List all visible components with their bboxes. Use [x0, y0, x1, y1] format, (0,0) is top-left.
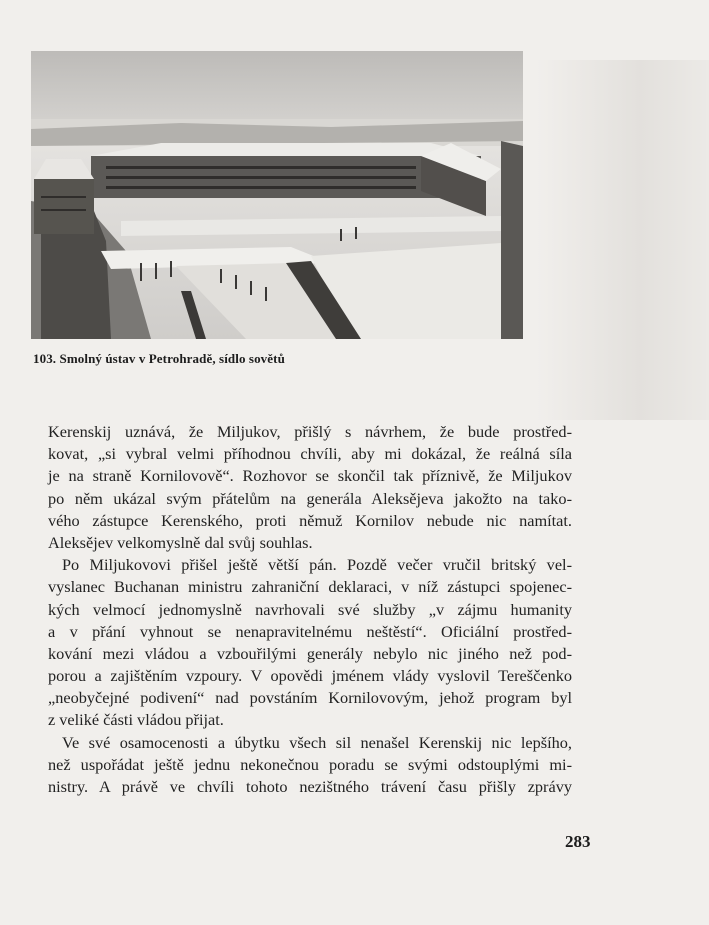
- body-line: z veliké části vládou přijat.: [48, 710, 224, 730]
- body-line: kování mezi vládou a vzbouřilými generály nebylo nic jiného než pod-: [48, 643, 572, 663]
- body-line: je na straně Kornilovově“. Rozhovor se skončil tak příznivě, že Miljukov: [48, 466, 572, 486]
- body-line: než uspořádat ještě jednu nekonečnou poradu se svými odstouplými mi-: [48, 754, 572, 774]
- body-line: Ve své osamocenosti a úbytku všech sil nenašel Kerenskij nic lepšího,: [62, 732, 572, 752]
- body-line: kých velmocí jednomyslně navrhovali své služby „v zájmu humanity: [48, 599, 572, 619]
- bleed-through-shadow: [536, 60, 709, 420]
- body-line: vého zástupce Kerenského, proti němuž Kornilov nebude nic namítat.: [48, 510, 572, 530]
- figure-photo: [31, 51, 523, 339]
- figure-caption: 103. Smolný ústav v Petrohradě, sídlo sovětů: [33, 351, 285, 366]
- body-line: Aleksějev velkomyslně dal svůj souhlas.: [48, 532, 313, 552]
- body-line: porou a zajištěním vzpoury. V opovědi jménem vlády vyslovil Tereščenko: [48, 666, 572, 686]
- body-line: a v přání vyhnout se nenapravitelnému neštěstí“. Oficiální prostřed-: [48, 621, 572, 641]
- page-number: 283: [565, 832, 591, 851]
- body-line: „neobyčejné podivení“ nad povstáním Kornilovovým, jehož program byl: [48, 688, 572, 708]
- body-line: vyslanec Buchanan ministru zahraniční deklaraci, v níž zástupci spojenec-: [48, 577, 572, 597]
- body-line: Po Miljukovovi přišel ještě větší pán. Pozdě večer vručil britský vel-: [62, 555, 572, 575]
- body-line: Kerenskij uznává, že Miljukov, přišlý s návrhem, že bude prostřed-: [48, 422, 572, 441]
- body-line: po něm ukázal svým přátelům na generála Aleksějeva jakožto na tako-: [48, 488, 572, 508]
- body-line: kovat, „si vybral velmi příhodnou chvíli, aby mi dokázal, že reálná síla: [48, 444, 572, 464]
- body-line: nistry. A právě ve chvíli tohoto nezištného trávení času přišly zprávy: [48, 777, 572, 796]
- body-text: [48, 421, 572, 798]
